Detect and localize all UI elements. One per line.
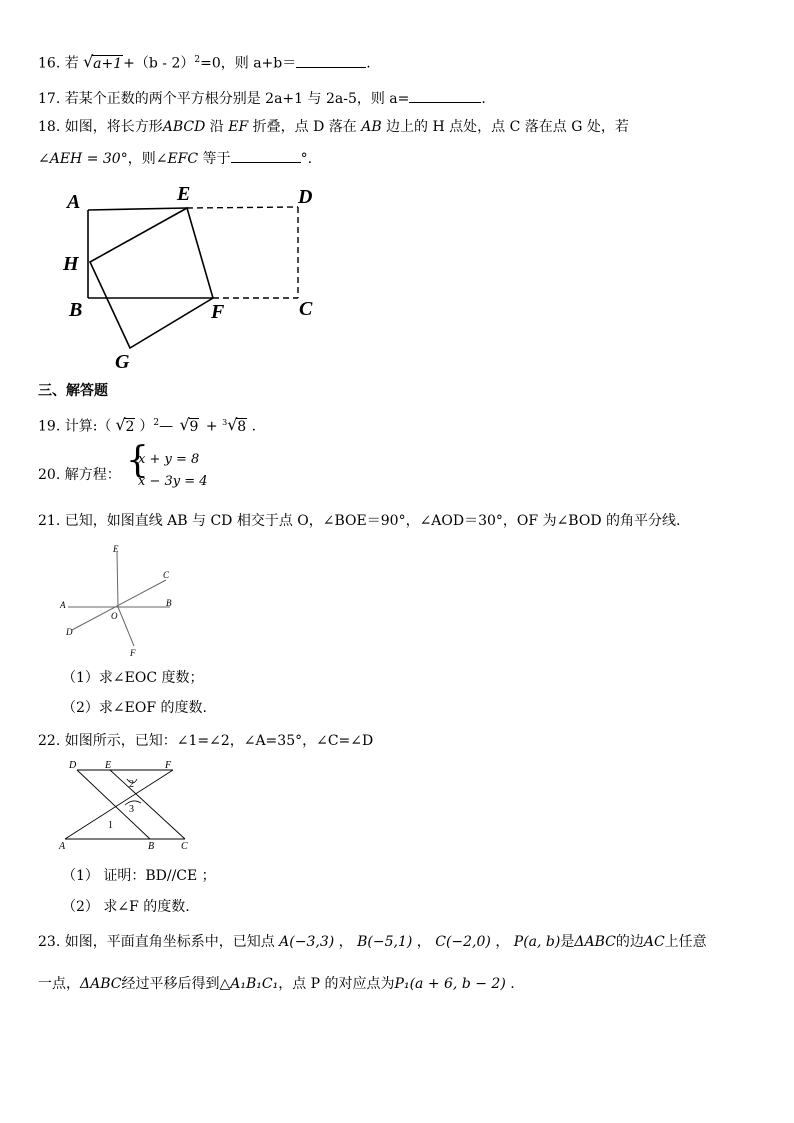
question-20: 20. 解方程： <box>38 467 121 483</box>
equation-system: { x + y = 8 x − 3y = 4 <box>126 440 208 489</box>
label-G: G <box>115 351 130 373</box>
question-23-line-2: 一点，ΔABC经过平移后得到△A₁B₁C₁，点 P 的对应点为P₁(a + 6, b − 2) . <box>38 976 515 992</box>
label-D: D <box>298 186 313 208</box>
label-D: D <box>69 760 77 771</box>
question-22: 22. 如图所示，已知：∠1=∠2，∠A=35°，∠C=∠D <box>38 733 374 749</box>
label-C: C <box>163 570 170 580</box>
question-23-line-1: 23. 如图，平面直角坐标系中，已知点 A(−3,3) ， B(−5,1) ， C(−2,0) ， P(a, b)是ΔABC的边AC上任意 <box>38 934 707 950</box>
question-21-part-2: （2）求∠EOF 的度数. <box>62 700 207 716</box>
label-D: D <box>66 627 73 637</box>
question-18-line-2: ∠AEH = 30°，则∠EFC 等于 °. <box>38 148 312 169</box>
label-A: A <box>59 841 66 852</box>
label-E: E <box>105 760 112 771</box>
label-F: F <box>211 301 225 323</box>
label-B: B <box>148 841 155 852</box>
answer-blank[interactable] <box>296 53 366 68</box>
figure-22-parallel-lines <box>55 757 205 852</box>
label-C: C <box>299 298 313 320</box>
label-F: F <box>130 648 136 658</box>
label-B: B <box>69 299 83 321</box>
question-21-part-1: （1）求∠EOC 度数； <box>62 670 204 686</box>
question-22-part-2: （2） 求∠F 的度数. <box>62 899 190 915</box>
question-16: 16. 若 √ a+1+（b - 2）$^2$=0，则 a+b＝ . <box>38 51 371 72</box>
angle-2-label: 2 <box>129 779 134 790</box>
question-22-part-1: （1） 证明：BD//CE ； <box>62 868 216 884</box>
label-E: E <box>177 183 191 205</box>
label-A: A <box>60 600 66 610</box>
figure-21-intersecting-lines <box>58 540 188 665</box>
question-19: 19. 计算:（ √ 2 ）$^2$— √ 9 + $^3$ √ 8 . <box>38 414 257 435</box>
question-18-line-1: 18. 如图，将长方形ABCD 沿 EF 折叠，点 D 落在 AB 边上的 H 点处，点 C 落在点 G 处，若 <box>38 119 629 135</box>
section-heading: 三、解答题 <box>38 383 108 399</box>
angle-1-label: 1 <box>108 820 113 831</box>
question-17: 17. 若某个正数的两个平方根分别是 2a+1 与 2a-5，则 a= . <box>38 88 486 109</box>
angle-3-label: 3 <box>129 804 134 815</box>
label-H: H <box>63 253 79 275</box>
label-C: C <box>181 841 188 852</box>
sqrt-expression: √ a+1 <box>83 51 123 72</box>
label-A: A <box>67 191 81 213</box>
answer-blank[interactable] <box>409 88 481 103</box>
question-21: 21. 已知，如图直线 AB 与 CD 相交于点 O，∠BOE＝90°，∠AOD＝30°，OF 为∠BOD 的角平分线. <box>38 513 681 529</box>
label-F: F <box>165 760 172 771</box>
label-B: B <box>166 598 172 608</box>
label-O: O <box>111 611 118 621</box>
answer-blank[interactable] <box>231 148 301 163</box>
label-E: E <box>113 544 119 554</box>
figure-18-folded-rectangle <box>55 180 335 380</box>
